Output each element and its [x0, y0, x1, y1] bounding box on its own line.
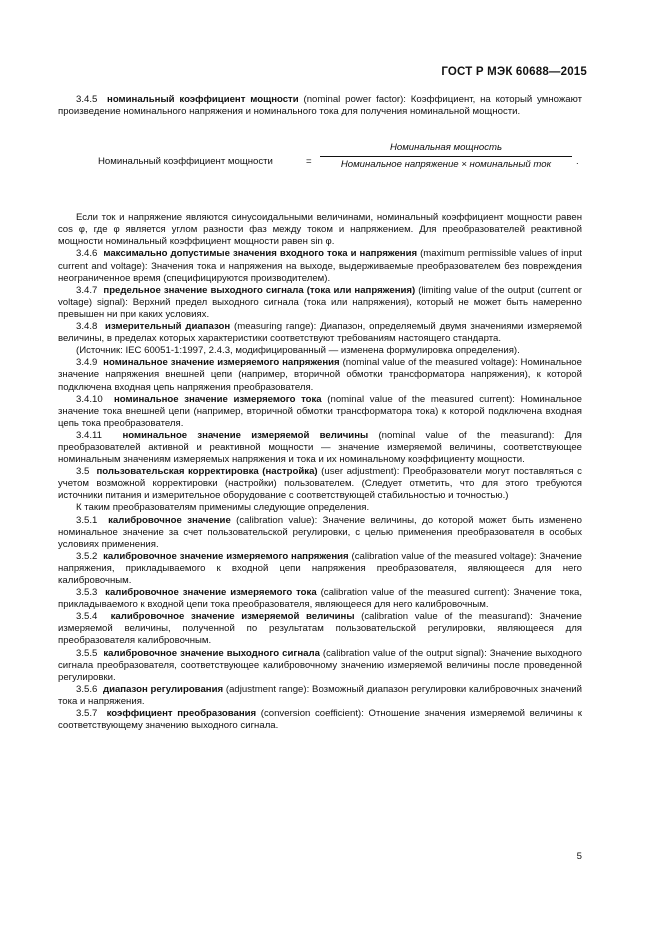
note-paragraph: Если ток и напряжение являются синусоидальными величинами, номинальный коэффициент мощности равен cos φ, где φ является углом разности фаз между током и напряжением. Для преобразователей реактивной мощности номинальный коэффициент мощности равен sin φ. — [58, 212, 582, 248]
definition-paragraph: 3.5.4 калибровочное значение измеряемой величины (calibration value of the measurand): Значение измеряемой величины, полученной по результатам пользовательской регулировки, являющееся для преобразователя калибровочным. — [58, 611, 582, 647]
term: коэффициент преобразования — [106, 708, 257, 720]
intro-paragraph: К таким преобразователям применимы следующие определения. — [76, 502, 370, 514]
term: калибровочное значение — [108, 514, 231, 526]
document-body — [58, 94, 582, 732]
term: калибровочное значение измеряемой величины — [110, 611, 355, 623]
definition-paragraph: 3.4.10 номинальное значение измеряемого тока (nominal value of the measured current): Номинальное значение тока внешней цепи (например, вторичной обмотки трансформатора тока) к которой подключена входная цепь тока преобразователя. — [58, 393, 582, 429]
term: пользовательская корректировка (настройка) — [96, 466, 318, 478]
term: измерительный диапазон — [105, 321, 231, 333]
definition-paragraph: 3.5.2 калибровочное значение измеряемого напряжения (calibration value of the measured voltage): Значение напряжения, прикладываемого к входной цепи напряжения преобразователя, являющееся для него калибровочным. — [58, 550, 583, 586]
power-factor-formula — [58, 142, 582, 200]
definition-paragraph: 3.4.5 номинальный коэффициент мощности (nominal power factor): Коэффициент, на который умножают произведение номинального напряжения и номинального тока для получения номинальной мощности. — [58, 94, 582, 118]
term: предельное значение выходного сигнала (тока или напряжения) — [103, 284, 416, 296]
page-number: 5 — [576, 851, 582, 862]
formula-label: Номинальный коэффициент мощности — [98, 156, 273, 168]
definition-paragraph: 3.4.8 измерительный диапазон (measuring range): Диапазон, определяемый двумя значениями измеряемой величины, в пределах которых характеристики соответствуют требованиям настоящего стандарта. — [58, 321, 582, 345]
definition-paragraph: 3.4.11 номинальное значение измеряемой величины (nominal value of the measurand): Для преобразователей активной и реактивной мощности — значение измеряемой величины, соответствующее номинальным значениям измеряемых напряжения и тока и их номинальному коэффициенту мощности. — [58, 429, 582, 466]
definition-paragraph: 3.4.7 предельное значение выходного сигнала (тока или напряжения) (limiting value of the output (current or voltage) signal): Верхний предел выходного сигнала (тока или напряжения), который не может быть намеренно превышен ни при каких условиях. — [58, 284, 582, 320]
source-note: (Источник: IEC 60051-1:1997, 2.4.3, модифицированный — изменена формулировка определения). — [76, 345, 520, 357]
term: номинальное значение измеряемой величины — [122, 429, 369, 441]
formula-denominator: Номинальное напряжение × номинальный ток — [340, 159, 552, 171]
definition-paragraph: 3.5.5 калибровочное значение выходного сигнала (calibration value of the output signal): Значение выходного сигнала преобразователя, соответствующее калибровочному значению измеряемой величины после проведенной регулировки. — [58, 647, 582, 683]
term: калибровочное значение измеряемого тока — [105, 587, 317, 599]
term: номинальный коэффициент мощности — [107, 94, 299, 105]
term: калибровочное значение выходного сигнала — [103, 647, 320, 659]
formula-fraction — [320, 142, 572, 171]
formula-equals: = — [306, 156, 312, 168]
definition-paragraph: 3.5.6 диапазон регулирования (adjustment range): Возможный диапазон регулировки калибровочных значений тока и напряжения. — [58, 683, 582, 707]
term: калибровочное значение измеряемого напряжения — [103, 550, 349, 562]
term: номинальное значение измеряемого тока — [113, 393, 322, 405]
definition-paragraph: 3.5.3 калибровочное значение измеряемого тока (calibration value of the measured current): Значение тока, прикладываемого к входной цепи тока преобразователя, являющееся для него калибровочным. — [58, 587, 582, 611]
definition-paragraph: 3.5.1 калибровочное значение (calibration value): Значение величины, до которой может быть изменено номинальное значение за счет пользовательской регулировки, с целью применения преобразователя в особых условиях применения. — [58, 514, 582, 550]
term: номинальное значение измеряемого напряжения — [103, 357, 340, 369]
term: диапазон регулирования — [102, 683, 224, 695]
definition-paragraph: 3.5.7 коэффициент преобразования (conversion coefficient): Отношение значения измеряемой величины к соответствующему значению выходного сигнала. — [58, 708, 582, 732]
document-header: ГОСТ Р МЭК 60688—2015 — [441, 66, 587, 78]
definition-paragraph: 3.4.6 максимально допустимые значения входного тока и напряжения (maximum permissible values of input current and voltage): Значения тока и напряжения на выходе, выдерживаемые преобразователем без повреждения неограниченное время (специфицируются производителем). — [58, 248, 582, 284]
formula-numerator: Номинальная мощность — [389, 142, 503, 154]
term: максимально допустимые значения входного тока и напряжения — [103, 248, 418, 260]
formula-end: . — [576, 156, 579, 168]
definition-paragraph: 3.5 пользовательская корректировка (настройка) (user adjustment): Преобразователи могут поставляться с учетом возможной корректировки (настройки) пользователем. (Следует отметить, что для этого требуются источники питания и измерительное оборудование с соответствующей стабильностью и точностью.) — [58, 466, 582, 502]
definition-paragraph: 3.4.9 номинальное значение измеряемого напряжения (nominal value of the measured voltage): Номинальное значение напряжения внешней цепи (например, вторичной обмотки трансформатора напряжения), к которой подключена входная цепь напряжения преобразователя. — [58, 357, 582, 393]
